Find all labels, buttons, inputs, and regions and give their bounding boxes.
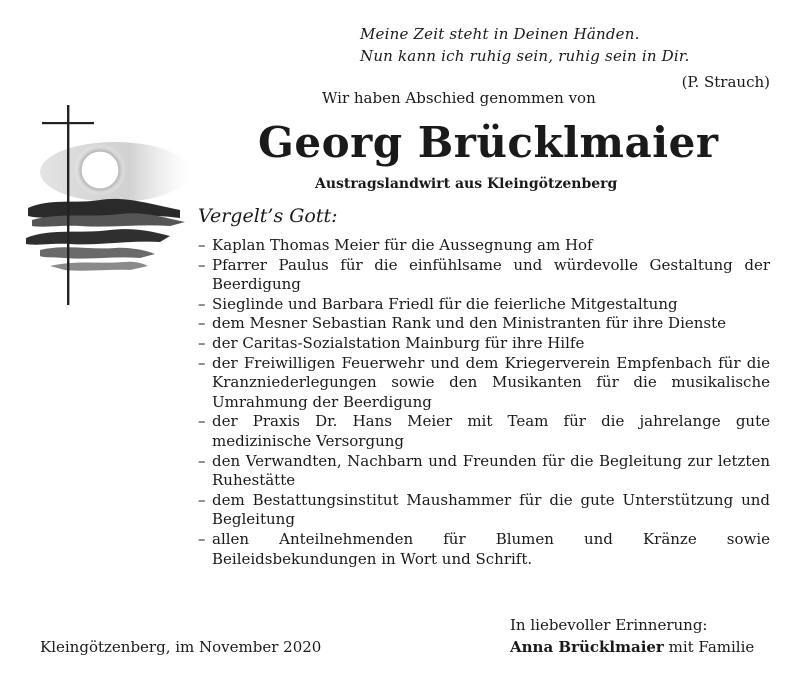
deceased-occupation: Austragslandwirt aus Kleingötzenberg xyxy=(315,176,618,192)
list-item: – Kaplan Thomas Meier für die Aussegnung am Hof xyxy=(198,236,770,256)
quote-line-1: Meine Zeit steht in Deinen Händen. xyxy=(360,25,640,43)
thanks-list xyxy=(198,236,770,569)
list-item: – der Freiwilligen Feuerwehr und dem Kriegerverein Empfenbach für die Kranzniederlegungen sowie den Musikanten für die musikalische Umrahmung der Beerdigung xyxy=(198,354,770,413)
signature xyxy=(510,638,754,656)
list-item: – Pfarrer Paulus für die einfühlsame und würdevolle Gestaltung der Beerdigung xyxy=(198,256,770,295)
thanks-heading: Vergelt’s Gott: xyxy=(198,205,338,227)
cross-landscape-icon xyxy=(20,100,190,310)
list-item: – Sieglinde und Barbara Friedl für die feierliche Mitgestaltung xyxy=(198,295,770,315)
list-item: – dem Mesner Sebastian Rank und den Ministranten für ihre Dienste xyxy=(198,314,770,334)
list-item: – den Verwandten, Nachbarn und Freunden für die Begleitung zur letzten Ruhestätte xyxy=(198,452,770,491)
list-item: – allen Anteilnehmenden für Blumen und Kränze sowie Beileidsbekundungen in Wort und Schrift. xyxy=(198,530,770,569)
list-item: – der Praxis Dr. Hans Meier mit Team für die jahrelange gute medizinische Versorgung xyxy=(198,412,770,451)
signer-suffix: mit Familie xyxy=(663,638,755,656)
place-date: Kleingötzenberg, im November 2020 xyxy=(40,638,322,656)
list-item: – der Caritas-Sozialstation Mainburg für ihre Hilfe xyxy=(198,334,770,354)
remembrance-text: In liebevoller Erinnerung: xyxy=(510,616,708,634)
list-item: – dem Bestattungsinstitut Maushammer für die gute Unterstützung und Begleitung xyxy=(198,491,770,530)
quote-author: (P. Strauch) xyxy=(681,73,770,91)
signer-name: Anna Brücklmaier xyxy=(510,638,664,656)
intro-text: Wir haben Abschied genommen von xyxy=(322,89,596,107)
quote-line-2: Nun kann ich ruhig sein, ruhig sein in Dir. xyxy=(360,47,690,65)
deceased-name: Georg Brücklmaier xyxy=(258,118,719,167)
